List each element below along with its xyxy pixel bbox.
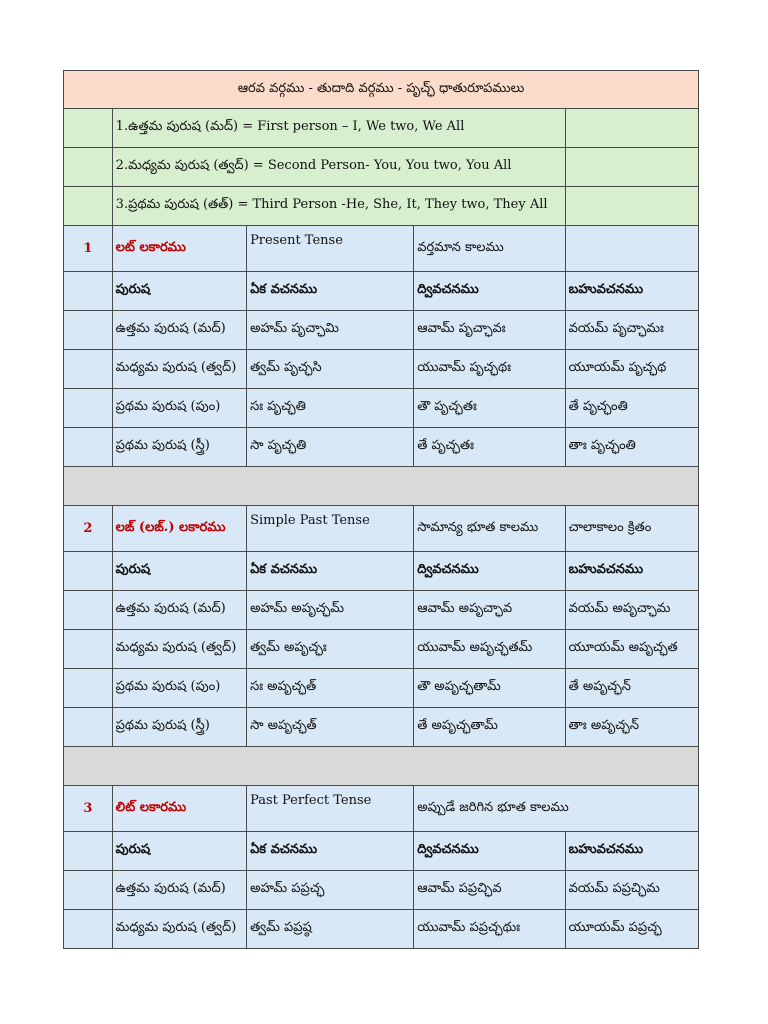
plural-cell: తే పృచ్ఛంతి bbox=[565, 389, 698, 428]
lakara-name: లిట్ లకారము bbox=[112, 786, 246, 832]
table-row bbox=[64, 910, 699, 949]
header-person: పురుష bbox=[112, 832, 246, 871]
table-row bbox=[64, 311, 699, 350]
dual-cell: యువామ్ పప్రచ్ఛథుః bbox=[414, 910, 565, 949]
conjugation-table bbox=[63, 70, 699, 949]
person-cell: ఉత్తమ పురుష (మద్) bbox=[112, 871, 246, 910]
singular-cell: అహమ్ అపృచ్ఛమ్ bbox=[247, 591, 414, 630]
person-cell: మధ్యమ పురుష (త్వద్) bbox=[112, 350, 246, 389]
table-row bbox=[64, 389, 699, 428]
table-row bbox=[64, 630, 699, 669]
tense-note bbox=[565, 226, 698, 272]
column-header-row bbox=[64, 832, 699, 871]
tense-english: Present Tense bbox=[247, 226, 414, 272]
header-singular: ఏక వచనము bbox=[247, 272, 414, 311]
singular-cell: సా పృచ్ఛతి bbox=[247, 428, 414, 467]
tense-english: Simple Past Tense bbox=[247, 506, 414, 552]
section-separator bbox=[64, 747, 699, 786]
plural-cell: వయమ్ అపృచ్ఛామ bbox=[565, 591, 698, 630]
dual-cell: తౌ పృచ్ఛతః bbox=[414, 389, 565, 428]
header-dual: ద్వివచనము bbox=[414, 832, 565, 871]
singular-cell: సః అపృచ్ఛత్ bbox=[247, 669, 414, 708]
header-person: పురుష bbox=[112, 552, 246, 591]
section-number: 2 bbox=[64, 506, 113, 552]
plural-cell: యూయమ్ పృచ్ఛథ bbox=[565, 350, 698, 389]
section-heading-row bbox=[64, 506, 699, 552]
header-dual: ద్వివచనము bbox=[414, 272, 565, 311]
header-dual: ద్వివచనము bbox=[414, 552, 565, 591]
table-row bbox=[64, 871, 699, 910]
person-legend-row bbox=[64, 148, 699, 187]
singular-cell: త్వమ్ పృచ్ఛసి bbox=[247, 350, 414, 389]
sheet-title: ఆరవ వర్గము - తుదాది వర్గము - పృచ్ఛ్ ధాతురూపములు bbox=[64, 71, 699, 109]
person-cell: ప్రథమ పురుష (స్త్రీ) bbox=[112, 428, 246, 467]
section-heading-row bbox=[64, 226, 699, 272]
dual-cell: ఆవామ్ పృచ్ఛావః bbox=[414, 311, 565, 350]
plural-cell: యూయమ్ అపృచ్ఛత bbox=[565, 630, 698, 669]
section-heading-row bbox=[64, 786, 699, 832]
person-cell: ప్రథమ పురుష (పుం) bbox=[112, 669, 246, 708]
plural-cell: వయమ్ పృచ్ఛామః bbox=[565, 311, 698, 350]
dual-cell: తే అపృచ్ఛతామ్ bbox=[414, 708, 565, 747]
tense-note: చాలాకాలం క్రితం bbox=[565, 506, 698, 552]
person-legend-row bbox=[64, 187, 699, 226]
singular-cell: అహమ్ పప్రచ్ఛ bbox=[247, 871, 414, 910]
person-legend-3: 3.ప్రథమ పురుష (తత్) = Third Person -He, She, It, They two, They All bbox=[112, 187, 565, 226]
person-cell: ప్రథమ పురుష (పుం) bbox=[112, 389, 246, 428]
section-number: 1 bbox=[64, 226, 113, 272]
person-legend-row bbox=[64, 109, 699, 148]
lakara-name: లట్ లకారము bbox=[112, 226, 246, 272]
person-cell: మధ్యమ పురుష (త్వద్) bbox=[112, 630, 246, 669]
singular-cell: సా అపృచ్ఛత్ bbox=[247, 708, 414, 747]
header-singular: ఏక వచనము bbox=[247, 832, 414, 871]
plural-cell: తాః అపృచ్ఛన్ bbox=[565, 708, 698, 747]
table-row bbox=[64, 428, 699, 467]
table-row bbox=[64, 591, 699, 630]
table-row bbox=[64, 669, 699, 708]
tense-telugu: సామాన్య భూత కాలము bbox=[414, 506, 565, 552]
header-singular: ఏక వచనము bbox=[247, 552, 414, 591]
header-plural: బహువచనము bbox=[565, 552, 698, 591]
lakara-name: లఙ్ (లఙ్.) లకారము bbox=[112, 506, 246, 552]
header-plural: బహువచనము bbox=[565, 832, 698, 871]
dual-cell: యువామ్ అపృచ్ఛతమ్ bbox=[414, 630, 565, 669]
singular-cell: త్వమ్ పప్రష్ఠ bbox=[247, 910, 414, 949]
singular-cell: త్వమ్ అపృచ్ఛః bbox=[247, 630, 414, 669]
tense-telugu: అప్పుడే జరిగిన భూత కాలము bbox=[414, 786, 699, 832]
plural-cell: యూయమ్ పప్రచ్ఛ bbox=[565, 910, 698, 949]
person-cell: ఉత్తమ పురుష (మద్) bbox=[112, 591, 246, 630]
conjugation-sheet bbox=[63, 70, 699, 949]
table-row bbox=[64, 350, 699, 389]
plural-cell: వయమ్ పప్రచ్ఛిమ bbox=[565, 871, 698, 910]
singular-cell: అహమ్ పృచ్ఛామి bbox=[247, 311, 414, 350]
dual-cell: తే పృచ్ఛతః bbox=[414, 428, 565, 467]
section-number: 3 bbox=[64, 786, 113, 832]
header-plural: బహువచనము bbox=[565, 272, 698, 311]
title-row bbox=[64, 71, 699, 109]
tense-english: Past Perfect Tense bbox=[247, 786, 414, 832]
header-person: పురుష bbox=[112, 272, 246, 311]
person-cell: మధ్యమ పురుష (త్వద్) bbox=[112, 910, 246, 949]
column-header-row bbox=[64, 272, 699, 311]
person-cell: ప్రథమ పురుష (స్త్రీ) bbox=[112, 708, 246, 747]
dual-cell: ఆవామ్ అపృచ్ఛావ bbox=[414, 591, 565, 630]
section-separator bbox=[64, 467, 699, 506]
column-header-row bbox=[64, 552, 699, 591]
plural-cell: తాః పృచ్ఛంతి bbox=[565, 428, 698, 467]
person-legend-1: 1.ఉత్తమ పురుష (మద్) = First person – I, We two, We All bbox=[112, 109, 565, 148]
dual-cell: యువామ్ పృచ్ఛథః bbox=[414, 350, 565, 389]
dual-cell: ఆవామ్ పప్రచ్ఛివ bbox=[414, 871, 565, 910]
person-legend-2: 2.మధ్యమ పురుష (త్వద్) = Second Person- You, You two, You All bbox=[112, 148, 565, 187]
plural-cell: తే అపృచ్ఛన్ bbox=[565, 669, 698, 708]
person-cell: ఉత్తమ పురుష (మద్) bbox=[112, 311, 246, 350]
table-row bbox=[64, 708, 699, 747]
singular-cell: సః పృచ్ఛతి bbox=[247, 389, 414, 428]
dual-cell: తౌ అపృచ్ఛతామ్ bbox=[414, 669, 565, 708]
tense-telugu: వర్తమాన కాలము bbox=[414, 226, 565, 272]
